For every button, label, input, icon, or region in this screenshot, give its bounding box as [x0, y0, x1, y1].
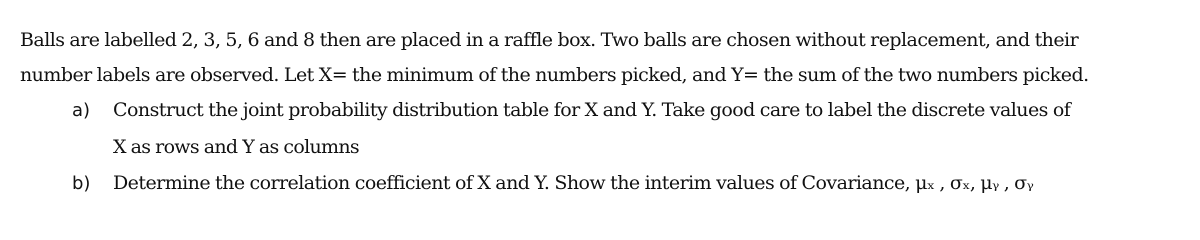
part-a-line-1: Construct the joint probability distribution table for X and Y. Take good care to label the discrete values of [113, 99, 1071, 121]
part-a-marker: a) [72, 100, 91, 121]
part-b-line-1: Determine the correlation coefficient of X and Y. Show the interim values of Covariance, μₓ , σₓ, μᵧ , σᵧ [113, 172, 1034, 194]
problem-intro-line-2: number labels are observed. Let X= the minimum of the numbers picked, and Y= the sum of the two numbers picked. [20, 64, 1089, 86]
problem-intro-line-1: Balls are labelled 2, 3, 5, 6 and 8 then are placed in a raffle box. Two balls are chosen without replacement, and their [20, 29, 1079, 51]
part-b-marker: b) [72, 173, 91, 194]
part-a-line-2: X as rows and Y as columns [113, 136, 359, 158]
